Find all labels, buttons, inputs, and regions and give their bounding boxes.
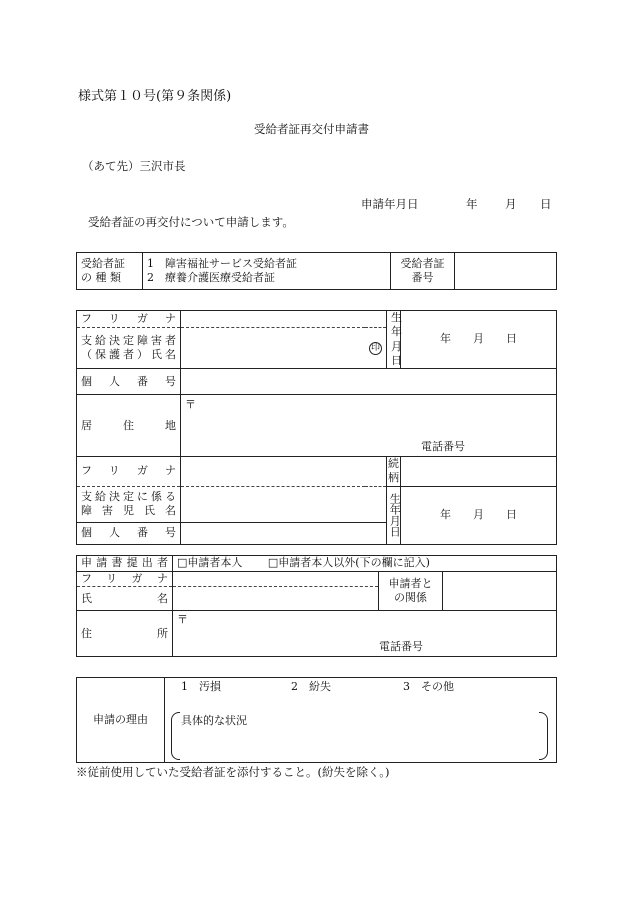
mynumber-label: 個人番号	[77, 369, 181, 395]
guardian-name-line2: （保護者）氏名	[81, 347, 176, 361]
date-label: 申請年月日	[361, 197, 419, 211]
guardian-name-label	[77, 327, 181, 369]
date-day: 日	[540, 197, 552, 211]
birth2-label-text: 生年月日	[388, 493, 402, 538]
birth2-label	[387, 486, 401, 544]
type-option-2[interactable]: 2 療養介護医療受給者証	[147, 271, 275, 284]
page-title: 受給者証再交付申請書	[254, 122, 369, 136]
reason-option-1[interactable]: 1 汚損	[181, 680, 221, 693]
birth-label	[387, 311, 401, 369]
guardian-name-field[interactable]	[181, 327, 387, 369]
submitter-self-checkbox[interactable]: □申請者本人	[177, 556, 243, 570]
reason-label: 申請の理由	[77, 678, 165, 763]
submitter-furigana-field[interactable]	[173, 572, 379, 587]
reason-details-label: 具体的な状況	[181, 714, 247, 727]
mynumber2-label: 個人番号	[77, 522, 181, 544]
cert-number-field[interactable]	[455, 253, 557, 290]
relationship-label: 続柄	[388, 457, 399, 485]
submitter-other-checkbox[interactable]: □申請者本人以外(下の欄に記入)	[267, 556, 430, 570]
bracket-right	[539, 712, 548, 760]
submitter-name-field[interactable]	[173, 587, 379, 611]
certificate-type-table	[76, 252, 557, 290]
birth-label-line1: 生年	[391, 311, 402, 339]
submitter-furigana-label: フリガナ	[77, 572, 173, 587]
birth2-field[interactable]: 年 月 日	[401, 486, 557, 544]
cert-number-label	[391, 253, 455, 290]
submitter-address-label: 住所	[77, 611, 173, 657]
submitter-address-field[interactable]	[173, 611, 557, 657]
reason-details-field[interactable]	[181, 728, 538, 756]
type-label-line1: 受給者証	[81, 256, 125, 270]
child-name-line2: 障害児氏名	[81, 504, 176, 518]
applicant-table	[76, 310, 557, 545]
cert-number-label-line1: 受給者証	[400, 256, 445, 270]
phone-label: 電話番号	[421, 439, 465, 453]
reason-option-2[interactable]: 2 紛失	[291, 680, 331, 693]
date-month: 月	[505, 197, 517, 211]
reason-table	[76, 677, 557, 763]
submitter-options[interactable]	[173, 556, 557, 572]
type-option-1[interactable]: 1 障害福祉サービス受給者証	[147, 256, 297, 270]
relation-label-line2: の関係	[394, 591, 427, 605]
bracket-left	[171, 712, 180, 760]
birth-field[interactable]: 年 月 日	[401, 311, 557, 369]
addressee: （あて先）三沢市長	[82, 159, 186, 173]
reason-option-3[interactable]: 3 その他	[403, 680, 454, 693]
address-field[interactable]	[181, 395, 557, 457]
submitter-name-label: 氏名	[77, 587, 173, 611]
mynumber2-field[interactable]	[181, 522, 387, 544]
type-options[interactable]	[143, 253, 391, 290]
guardian-name-line1: 支給決定障害者	[81, 333, 176, 347]
submitter-postal-mark: 〒	[177, 613, 188, 627]
cert-number-label-line2: 番号	[411, 271, 434, 284]
child-name-label	[77, 486, 181, 522]
furigana-field[interactable]	[181, 311, 387, 328]
child-name-line1: 支給決定に係る	[81, 489, 176, 503]
submitter-phone-label: 電話番号	[379, 640, 423, 653]
address-label: 居住地	[77, 395, 181, 457]
footnote: ※従前使用していた受給者証を添付すること。(紛失を除く。)	[76, 765, 390, 779]
submitter-table	[76, 555, 557, 657]
postal-mark: 〒	[185, 398, 196, 412]
relation-label	[379, 572, 443, 611]
date-year: 年	[466, 197, 478, 211]
reason-body	[165, 678, 557, 763]
type-label	[77, 253, 143, 290]
form-number: 様式第１０号(第９条関係)	[78, 89, 232, 104]
furigana2-field[interactable]	[181, 457, 387, 487]
mynumber-field[interactable]	[181, 369, 557, 395]
furigana2-label: フリガナ	[77, 457, 181, 487]
relation-label-line1: 申請者と	[388, 576, 433, 590]
submitter-label: 申請書提出者	[77, 556, 173, 572]
birth-label-line2: 月日	[391, 339, 402, 367]
relationship-field[interactable]	[401, 457, 557, 487]
child-name-field[interactable]	[181, 486, 387, 522]
intro-text: 受給者証の再交付について申請します。	[88, 215, 294, 229]
type-label-line2: の 種 類	[81, 271, 121, 284]
furigana-label: フリガナ	[77, 311, 181, 328]
relation-field[interactable]	[443, 572, 557, 611]
seal-mark: 印	[370, 343, 380, 354]
